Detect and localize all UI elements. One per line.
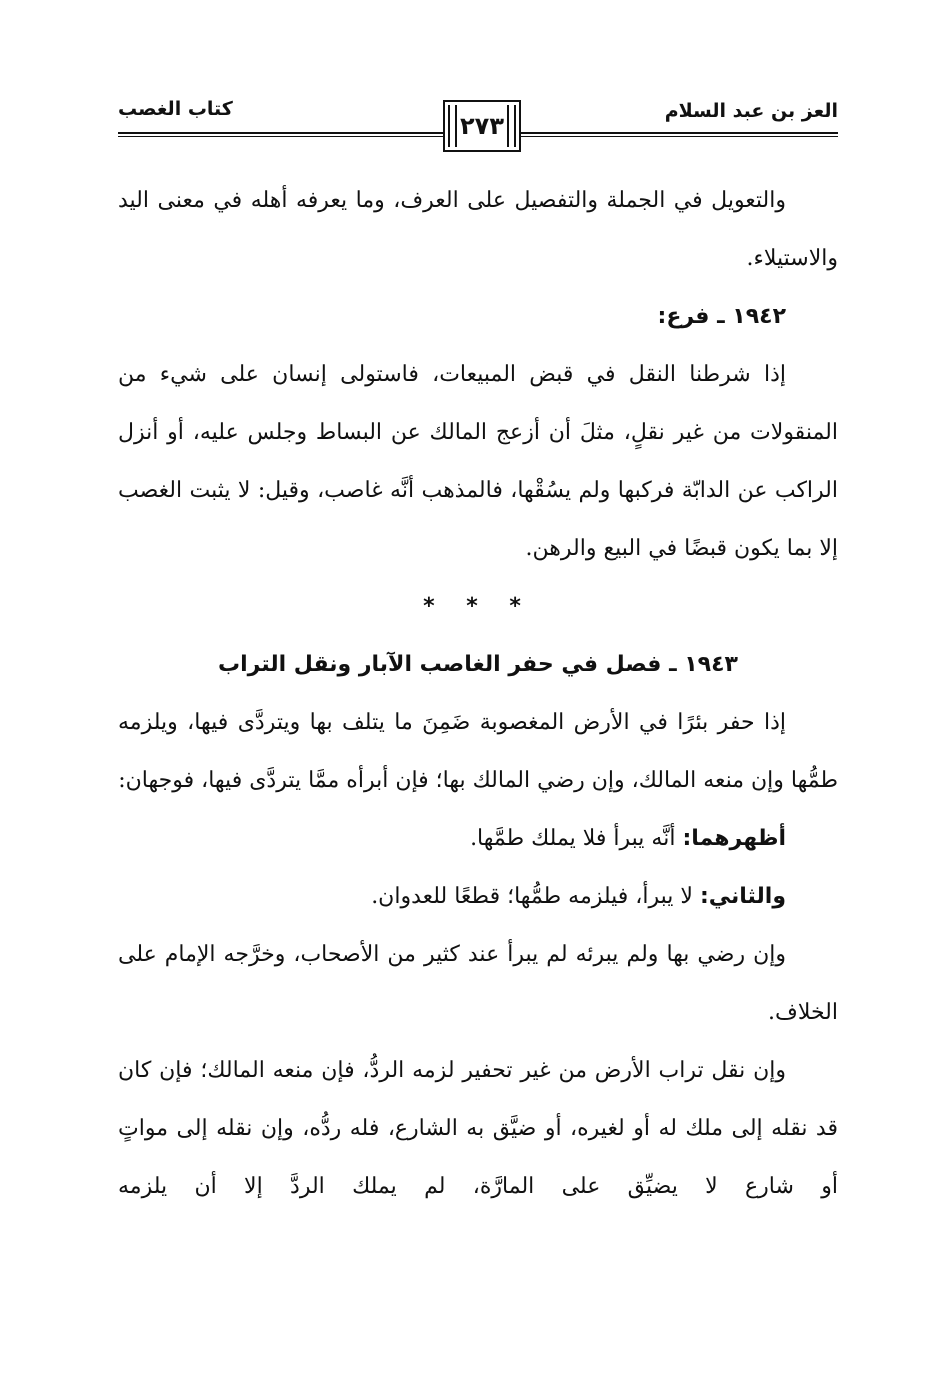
paragraph: إذا شرطنا النقل في قبض المبيعات، فاستولى إنسان على شيء من المنقولات من غير نقلٍ، مثلَ أن أزعج المالك عن البساط وجلس عليه، أو أنزل الراكب عن الدابّة فركبها ولم يسُقْها، فالمذهب أنَّه غاصب، وقيل: لا يثبت الغصب إلا بما يكون قبضًا في البيع والرهن.	[118, 362, 838, 561]
paragraph: وإن رضي بها ولم يبرئه لم يبرأ عند كثير من الأصحاب، وخرَّجه الإمام على الخلاف.	[118, 942, 838, 1025]
paragraph: والتعويل في الجملة والتفصيل على العرف، وما يعرفه أهله في معنى اليد والاستيلاء.	[118, 188, 838, 271]
option-text: أنَّه يبرأ فلا يملك طمَّها.	[470, 826, 683, 851]
header-book-section: كتاب الغصب	[118, 98, 233, 120]
page-number-frame	[443, 100, 521, 152]
option-line	[118, 810, 838, 868]
header-author: العز بن عبد السلام	[664, 100, 838, 122]
page-number: ٢٧٣	[460, 112, 504, 140]
option-line	[118, 868, 838, 926]
running-header	[118, 96, 838, 156]
page-body	[118, 172, 838, 1216]
paragraph: وإن نقل تراب الأرض من غير تحفير لزمه الردُّ، فإن منعه المالك؛ فإن كان قد نقله إلى ملك له أو لغيره، أو ضيَّق به الشارع، فله ردُّه، وإن نقله إلى مواتٍ أو شارع لا يضيِّق على المارَّة، لم يملك الردَّ إلا أن يلزمه	[118, 1058, 838, 1199]
option-lead: والثاني:	[699, 884, 786, 909]
option-text: لا يبرأ، فيلزمه طمُّها؛ قطعًا للعدوان.	[371, 884, 700, 909]
section-separator: * * *	[423, 594, 533, 619]
option-lead: أظهرهما:	[682, 826, 786, 851]
paragraph: إذا حفر بئرًا في الأرض المغصوبة ضَمِنَ ما يتلف بها ويتردَّى فيها، ويلزمه طمُّها وإن منعه المالك، وإن رضي المالك بها؛ فإن أبرأه ممَّا يتردَّى فيها، فوجهان:	[118, 710, 838, 793]
chapter-heading: ١٩٤٣ ـ فصل في حفر الغاصب الآبار ونقل التراب	[218, 652, 738, 677]
section-heading: ١٩٤٢ ـ فرع:	[657, 304, 786, 329]
